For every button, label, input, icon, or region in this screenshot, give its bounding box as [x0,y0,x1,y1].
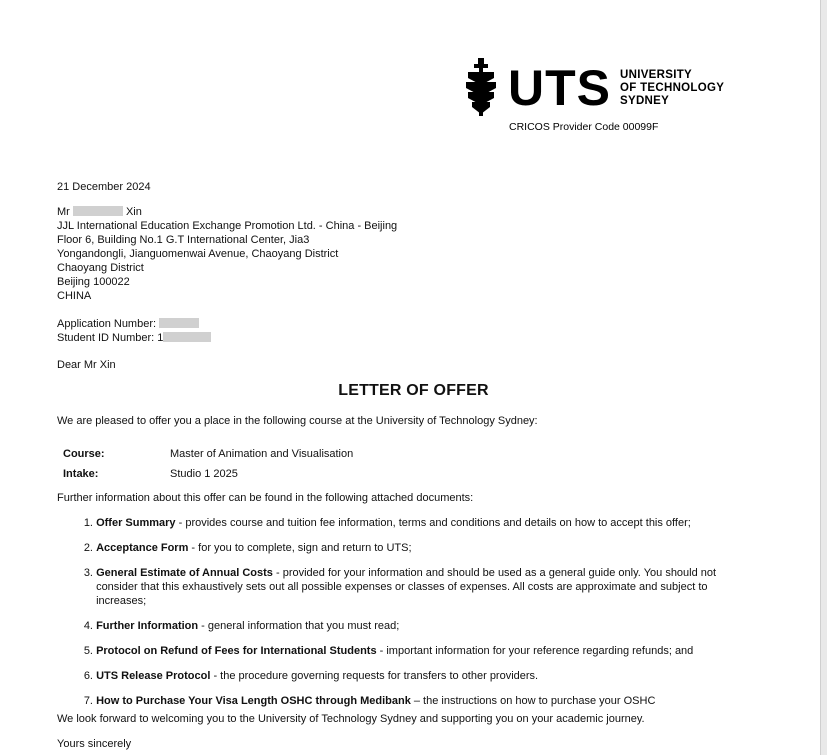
list-text [96,644,693,658]
course-value: Master of Animation and Visualisation [170,448,354,460]
application-numbers [57,317,211,345]
university-line: OF TECHNOLOGY [620,82,725,94]
document-name: Acceptance Form [96,542,189,554]
redacted-name [73,206,123,216]
list-item [68,644,758,658]
salutation: Dear Mr Xin [57,359,116,371]
address-line: Beijing 100022 [57,276,130,288]
uts-logo [462,58,742,138]
list-number: 6. [83,670,93,682]
list-item [68,669,758,683]
course-details [63,444,353,484]
list-number: 4. [83,620,93,632]
list-item [68,694,758,708]
document-description: - the procedure governing requests for transfers to other providers. [210,670,539,682]
uts-crest-icon [462,58,500,118]
document-name: Protocol on Refund of Fees for International Students [96,645,377,657]
address-line: Floor 6, Building No.1 G.T International Center, Jia3 [57,234,310,246]
signoff: Yours sincerely [57,738,132,750]
course-label: Course: [63,448,105,460]
intake-row [63,464,353,484]
application-number-label: Application Number: [57,318,157,330]
uts-wordmark: UTS [508,60,611,116]
list-text [96,694,655,708]
list-text [96,566,758,608]
application-number [57,317,211,331]
address-line: JJL International Education Exchange Promotion Ltd. - China - Beijing [57,220,398,232]
document-name: General Estimate of Annual Costs [96,567,273,579]
recipient-name [57,205,397,219]
recipient-address [57,205,397,303]
letter-title: LETTER OF OFFER [338,382,489,399]
name-suffix: Xin [125,206,142,218]
student-id-value: 1 [157,332,164,344]
list-number: 1. [83,517,93,529]
university-name [620,69,724,108]
list-text [96,516,691,530]
list-item [68,516,758,530]
document-description: – the instructions on how to purchase your OSHC [410,695,656,707]
list-text [96,619,399,633]
letter-date: 21 December 2024 [57,181,151,193]
list-text [96,541,411,555]
intake-value: Studio 1 2025 [170,468,238,480]
list-text [96,669,538,683]
course-row [63,444,353,464]
list-number: 7. [83,695,93,707]
document-description: - provides course and tuition fee information, terms and conditions and details on how to accept this offer; [175,517,691,529]
further-info-paragraph: Further information about this offer can be found in the following attached documents: [57,492,474,504]
address-line: Yongandongli, Jianguomenwai Avenue, Chaoyang District [57,248,339,260]
document-name: Offer Summary [96,517,176,529]
address-line: Chaoyang District [57,262,144,274]
document-name: How to Purchase Your Visa Length OSHC through Medibank [96,695,411,707]
closing-paragraph: We look forward to welcoming you to the University of Technology Sydney and supporting you on your academic journey. [57,713,645,725]
university-line: UNIVERSITY [620,69,693,81]
list-number: 2. [83,542,93,554]
document-description: - general information that you must read; [198,620,400,632]
university-line: SYDNEY [620,95,670,107]
document-name: Further Information [96,620,199,632]
list-item [68,566,758,608]
student-id [57,331,211,345]
document-name: UTS Release Protocol [96,670,211,682]
redacted-student-id [163,332,211,342]
list-item [68,541,758,555]
document-description: - for you to complete, sign and return to UTS; [188,542,412,554]
documents-list [68,516,758,719]
list-number: 5. [83,645,93,657]
student-id-label: Student ID Number: [57,332,155,344]
document-description: - important information for your reference regarding refunds; and [376,645,694,657]
address-line: CHINA [57,290,92,302]
list-item [68,619,758,633]
list-number: 3. [83,567,93,579]
page-edge-scrollbar [820,0,827,755]
document-description: - provided for your information and should be used as a general guide only. You should not consider that this exhaustively sets out all possible expenses or classes of expenses. All costs are approximate and subject to increases; [96,567,717,607]
cricos-code: CRICOS Provider Code 00099F [509,121,659,133]
name-prefix: Mr [57,206,70,218]
redacted-application-number [159,318,199,328]
intake-label: Intake: [63,468,99,480]
intro-paragraph: We are pleased to offer you a place in the following course at the University of Technology Sydney: [57,415,538,427]
